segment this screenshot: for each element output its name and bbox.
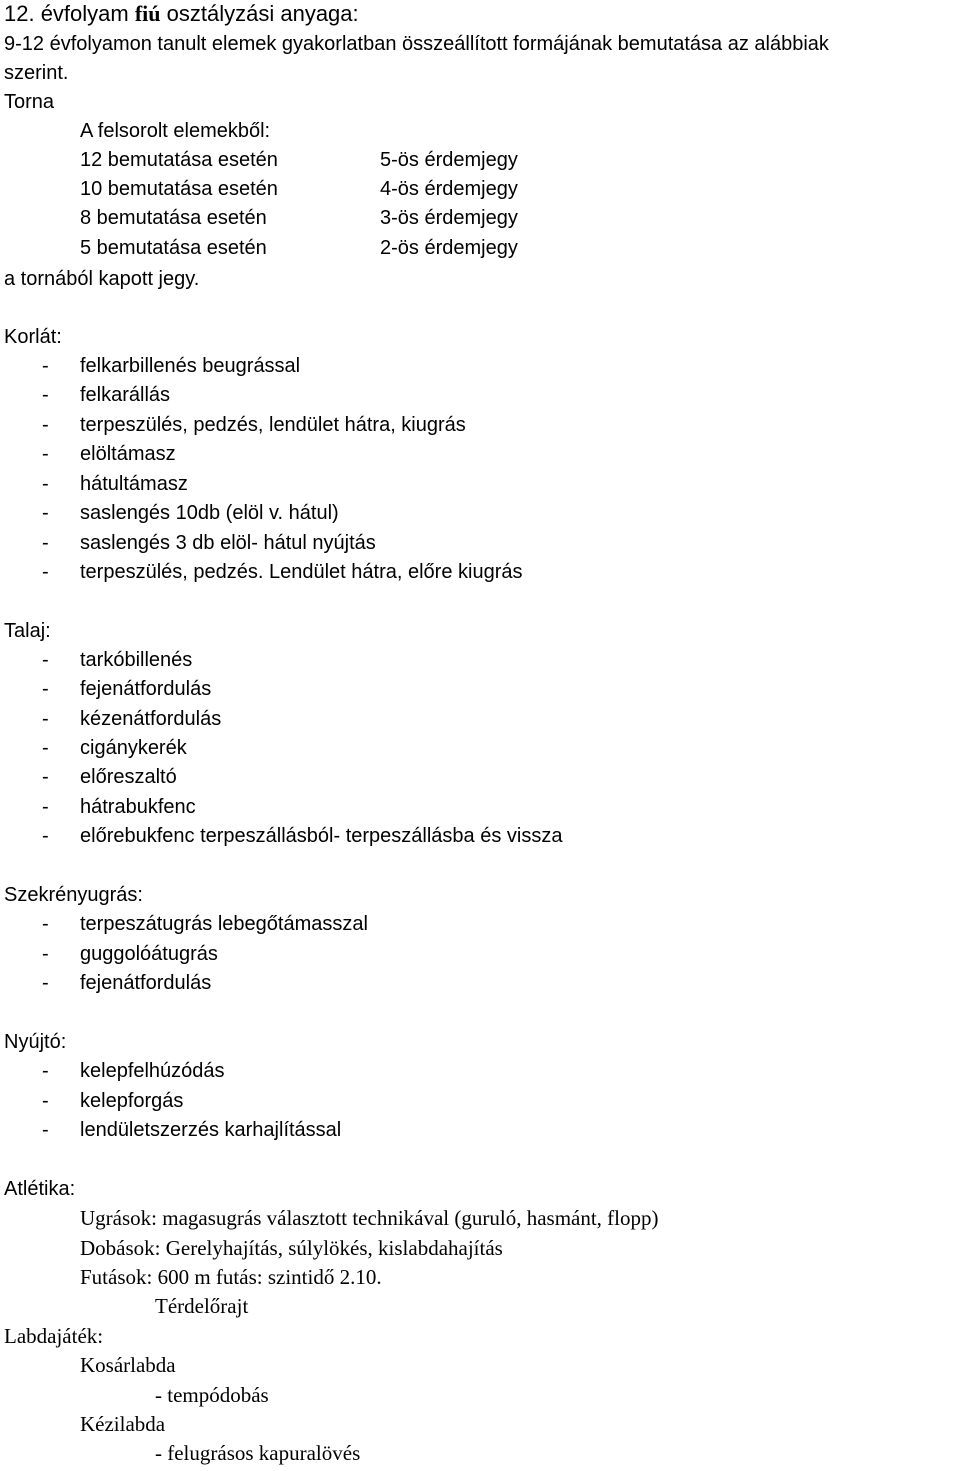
grade-value: 5-ös érdemjegy: [380, 149, 518, 171]
list-dash: -: [42, 972, 49, 994]
list-dash: -: [42, 384, 49, 406]
list-dash: -: [42, 737, 49, 759]
intro-line-1: 9-12 évfolyamon tanult elemek gyakorlatban összeállított formájának bemutatása az alábbiak: [4, 33, 829, 55]
list-dash: -: [42, 1060, 49, 1082]
nyujto-heading: Nyújtó:: [4, 1031, 67, 1053]
atletika-ugrasok: Ugrások: magasugrás választott technikával (guruló, hasmánt, flopp): [80, 1206, 659, 1230]
page-title: [4, 0, 359, 28]
list-dash: -: [42, 1119, 49, 1141]
list-item-text: lendületszerzés karhajlítással: [80, 1119, 342, 1141]
atletika-futasok: Futások: 600 m futás: szintidő 2.10.: [80, 1265, 382, 1289]
grade-condition: 12 bemutatása esetén: [80, 149, 278, 171]
list-item-text: hátultámasz: [80, 473, 188, 495]
torna-subheading: A felsorolt elemekből:: [80, 120, 271, 142]
list-item-text: felkarállás: [80, 384, 171, 406]
title-prefix: 12. évfolyam: [4, 1, 135, 26]
list-dash: -: [42, 913, 49, 935]
list-dash: -: [42, 825, 49, 847]
list-item-text: guggolóátugrás: [80, 943, 218, 965]
list-dash: -: [42, 649, 49, 671]
list-item-text: saslengés 3 db elöl- hátul nyújtás: [80, 532, 376, 554]
list-item-text: előreszaltó: [80, 766, 177, 788]
list-dash: -: [42, 1090, 49, 1112]
atletika-heading: Atlétika:: [4, 1178, 76, 1200]
list-item-text: fejenátfordulás: [80, 678, 212, 700]
labdajatek-kezilabda: Kézilabda: [80, 1412, 166, 1436]
atletika-terdelorajt: Térdelőrajt: [155, 1294, 249, 1318]
list-item-text: saslengés 10db (elöl v. hátul): [80, 502, 339, 524]
torna-footer: a tornából kapott jegy.: [4, 268, 200, 290]
list-dash: -: [42, 355, 49, 377]
list-dash: -: [42, 443, 49, 465]
list-dash: -: [42, 532, 49, 554]
title-suffix: osztályzási anyaga:: [160, 1, 359, 26]
grade-value: 3-ös érdemjegy: [380, 207, 518, 229]
grade-condition: 8 bemutatása esetén: [80, 207, 267, 229]
list-item-text: terpeszátugrás lebegőtámasszal: [80, 913, 368, 935]
list-dash: -: [42, 943, 49, 965]
list-item-text: felkarbillenés beugrással: [80, 355, 301, 377]
labdajatek-kezilabda-item: - felugrásos kapuralövés: [155, 1441, 361, 1465]
list-item-text: terpeszülés, pedzés. Lendület hátra, előre kiugrás: [80, 561, 523, 583]
labdajatek-kosarlabda-item: - tempódobás: [155, 1383, 269, 1407]
list-item-text: terpeszülés, pedzés, lendület hátra, kiugrás: [80, 414, 466, 436]
torna-heading: Torna: [4, 91, 55, 113]
list-dash: -: [42, 766, 49, 788]
korlat-heading: Korlát:: [4, 326, 62, 348]
grade-value: 2-ös érdemjegy: [380, 237, 518, 259]
labdajatek-heading: Labdajáték:: [4, 1324, 104, 1348]
talaj-heading: Talaj:: [4, 620, 51, 642]
list-item-text: kelepforgás: [80, 1090, 184, 1112]
list-item-text: cigánykerék: [80, 737, 187, 759]
list-item-text: tarkóbillenés: [80, 649, 193, 671]
szekreny-heading: Szekrényugrás:: [4, 884, 143, 906]
title-bold: fiú: [134, 1, 161, 26]
grade-condition: 10 bemutatása esetén: [80, 178, 278, 200]
list-item-text: elöltámasz: [80, 443, 176, 465]
list-dash: -: [42, 796, 49, 818]
grade-condition: 5 bemutatása esetén: [80, 237, 267, 259]
list-dash: -: [42, 561, 49, 583]
list-item-text: kézenátfordulás: [80, 708, 222, 730]
list-item-text: előrebukfenc terpeszállásból- terpeszállásba és vissza: [80, 825, 563, 847]
atletika-dobasok: Dobások: Gerelyhajítás, súlylökés, kislabdahajítás: [80, 1236, 503, 1260]
list-item-text: fejenátfordulás: [80, 972, 212, 994]
list-dash: -: [42, 502, 49, 524]
list-item-text: hátrabukfenc: [80, 796, 196, 818]
grade-value: 4-ös érdemjegy: [380, 178, 518, 200]
list-dash: -: [42, 414, 49, 436]
list-dash: -: [42, 708, 49, 730]
list-dash: -: [42, 473, 49, 495]
list-dash: -: [42, 678, 49, 700]
intro-line-2: szerint.: [4, 62, 69, 84]
list-item-text: kelepfelhúzódás: [80, 1060, 225, 1082]
labdajatek-kosarlabda: Kosárlabda: [80, 1353, 176, 1377]
